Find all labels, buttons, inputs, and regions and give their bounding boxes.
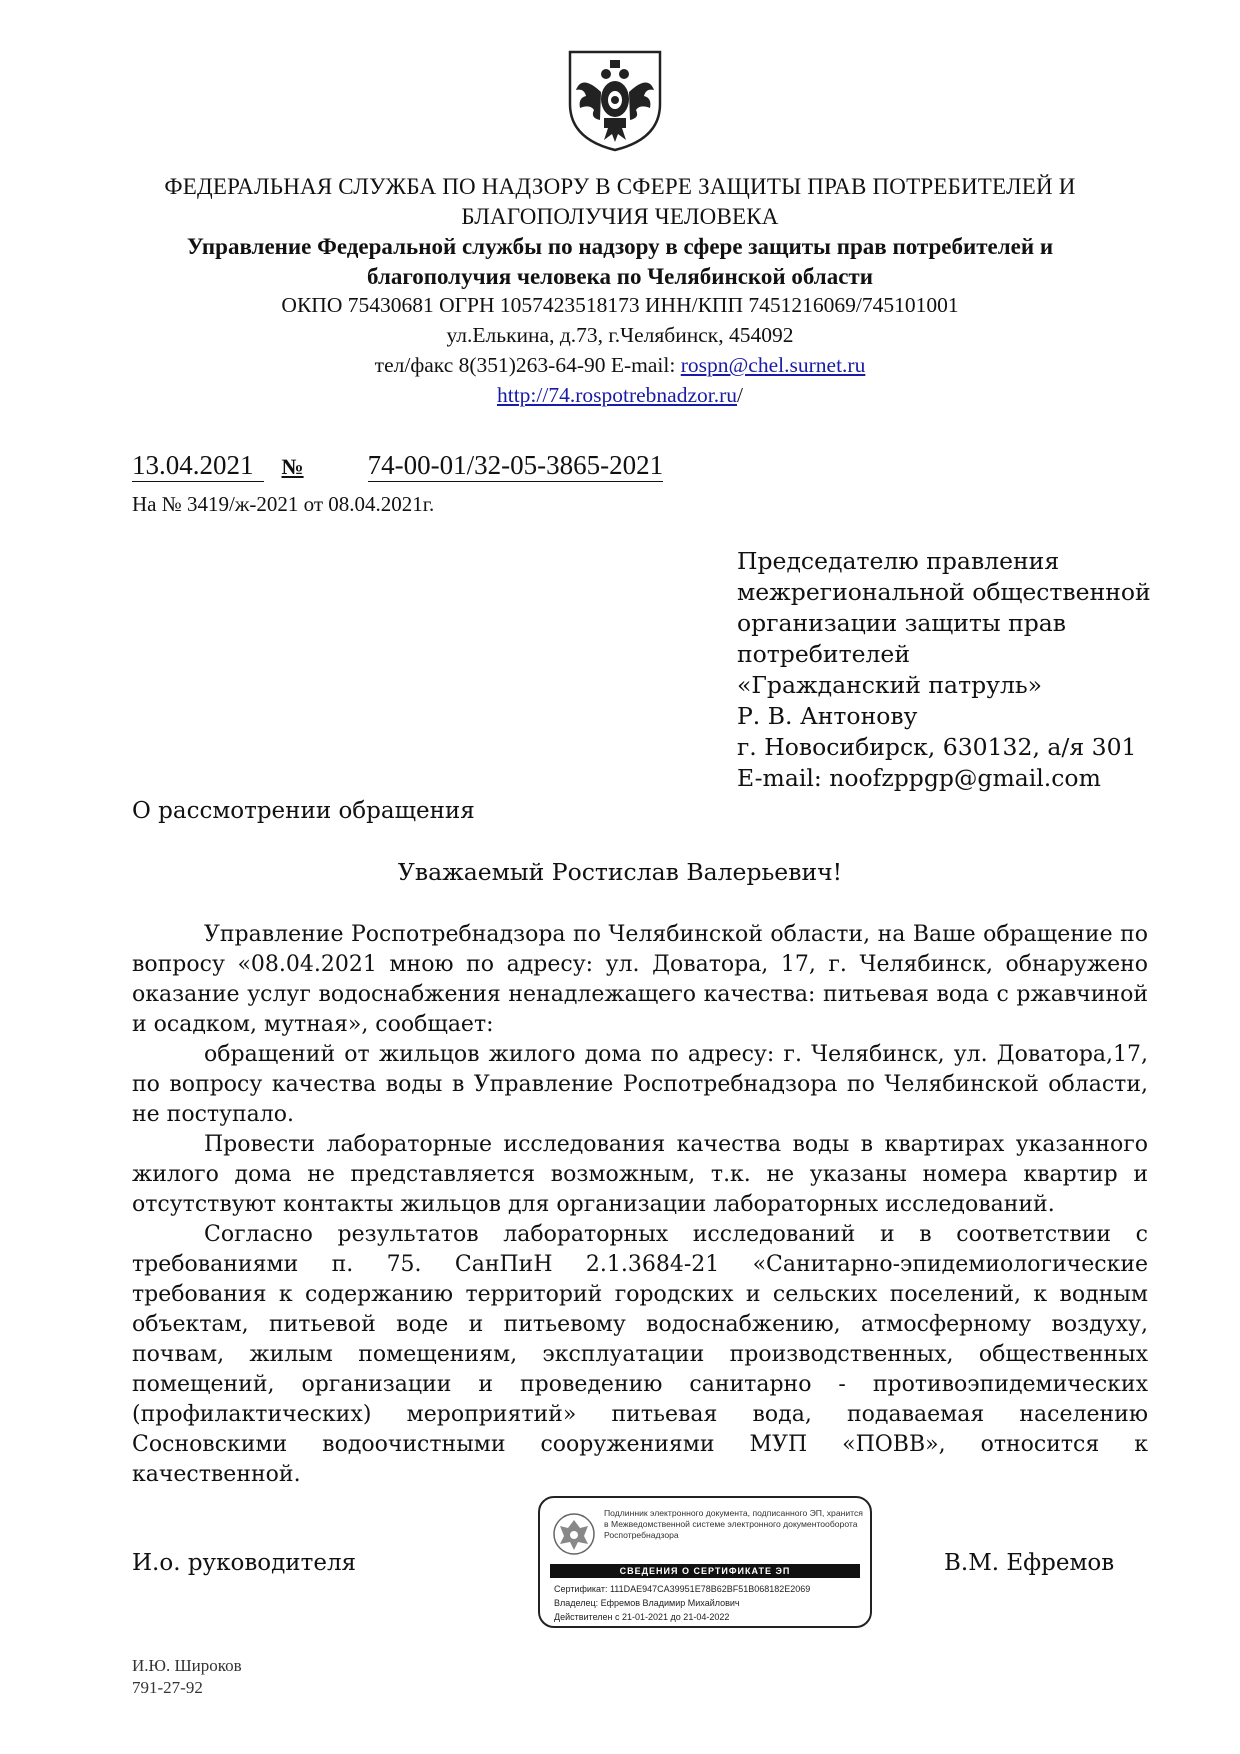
contact-block: [0, 290, 1240, 410]
document-date: 13.04.2021: [132, 450, 264, 482]
stamp-validity: Действителен с 21-01-2021 до 21-04-2022: [554, 1612, 730, 1622]
addressee-line: организации защиты прав: [737, 609, 1067, 637]
addressee-line: потребителей: [737, 640, 910, 668]
electronic-signature-stamp: [538, 1496, 872, 1628]
stamp-note: Подлинник электронного документа, подписанного ЭП, хранится в Межведомственной системе электронного документооборота Роспотребнадзора: [604, 1508, 863, 1540]
website-line: [0, 380, 1240, 410]
postal-address: ул.Елькина, д.73, г.Челябинск, 454092: [446, 323, 794, 347]
greeting: Уважаемый Ростислав Валерьевич!: [397, 858, 843, 886]
addressee-line: Р. В. Антонову: [737, 702, 918, 730]
addressee-block: [737, 546, 1151, 794]
coat-of-arms-emblem: [560, 44, 670, 154]
stamp-title: СВЕДЕНИЯ О СЕРТИФИКАТЕ ЭП: [550, 1564, 860, 1578]
agency-name-line2: БЛАГОПОЛУЧИЯ ЧЕЛОВЕКА: [461, 204, 779, 229]
number-label: №: [281, 454, 304, 479]
registration-line: [132, 450, 663, 482]
body-paragraph: Провести лабораторные исследования качества воды в квартирах указанного жилого дома не представляется возможным, т.к. не указаны номера квартир и отсутствуют контакты жильцов для организации лабораторных исследований.: [132, 1132, 1148, 1217]
letter-body: [132, 920, 1148, 1490]
stamp-emblem-icon: [552, 1510, 596, 1558]
agency-name-line1: ФЕДЕРАЛЬНАЯ СЛУЖБА ПО НАДЗОРУ В СФЕРЕ ЗАЩИТЫ ПРАВ ПОТРЕБИТЕЛЕЙ И: [164, 174, 1076, 199]
website-link[interactable]: http://74.rospotrebnadzor.ru: [496, 383, 738, 407]
body-paragraph: Согласно результатов лабораторных исследований и в соответствии с требованиями п. 75. СанПиН 2.1.3684-21 «Санитарно-эпидемиологические требования к содержанию территорий городских и сельских поселений, к водным объектам, питьевой воде и питьевому водоснабжению, атмосферному воздуху, почвам, жилым помещениям, эксплуатации производственных, общественных помещений, организации и проведению санитарно - противоэпидемических (профилактических) мероприятий» питьевая вода, подаваемая населению Сосновскими водоочистными сооружениями МУП «ПОВВ», относится к качественной.: [132, 1222, 1148, 1487]
department-name-line1: Управление Федеральной службы по надзору в сфере защиты прав потребителей и: [186, 234, 1054, 259]
executor-block: [132, 1655, 242, 1699]
addressee-line: межрегиональной общественной: [737, 578, 1151, 606]
department-header: [0, 232, 1240, 292]
subject-line: О рассмотрении обращения: [132, 798, 475, 824]
body-paragraph: Управление Роспотребнадзора по Челябинской области, на Ваше обращение по вопросу «08.04.2021 мною по адресу: ул. Доватора, 17, г. Челябинск, обнаружено оказание услуг водоснабжения ненадлежащего качества: питьевая вода с ржавчиной и осадком, мутная», сообщает:: [132, 922, 1148, 1037]
addressee-line: «Гражданский патруль»: [737, 671, 1043, 699]
executor-phone: 791-27-92: [132, 1678, 203, 1697]
addressee-line: Председателю правления: [737, 547, 1060, 575]
website-suffix: /: [737, 383, 744, 407]
stamp-owner: Владелец: Ефремов Владимир Михайлович: [554, 1598, 740, 1608]
stamp-certificate: Сертификат: 111DAE947CA39951E78B62BF51B068182E2069: [554, 1584, 811, 1594]
reference-line: На № 3419/ж-2021 от 08.04.2021г.: [132, 492, 435, 516]
signatory-name: В.М. Ефремов: [944, 1550, 1115, 1576]
body-paragraph: обращений от жильцов жилого дома по адресу: г. Челябинск, ул. Доватора,17, по вопросу качества воды в Управление Роспотребнадзора по Челябинской области, не поступало.: [132, 1042, 1148, 1127]
department-name-line2: благополучия человека по Челябинской области: [367, 264, 873, 289]
phone-fax: тел/факс 8(351)263-64-90 E-mail:: [374, 353, 681, 377]
signatory-position: И.о. руководителя: [132, 1550, 357, 1576]
document-number: 74-00-01/32-05-3865-2021: [367, 450, 664, 480]
addressee-line: E-mail: noofzppgp@gmail.com: [737, 764, 1101, 792]
email-link[interactable]: rospn@chel.surnet.ru: [680, 353, 866, 377]
registration-codes: ОКПО 75430681 ОГРН 1057423518173 ИНН/КПП 7451216069/745101001: [281, 293, 959, 317]
agency-header: [0, 172, 1240, 232]
addressee-line: г. Новосибирск, 630132, а/я 301: [737, 733, 1137, 761]
phone-email-line: [0, 350, 1240, 380]
executor-name: И.Ю. Широков: [132, 1656, 242, 1675]
